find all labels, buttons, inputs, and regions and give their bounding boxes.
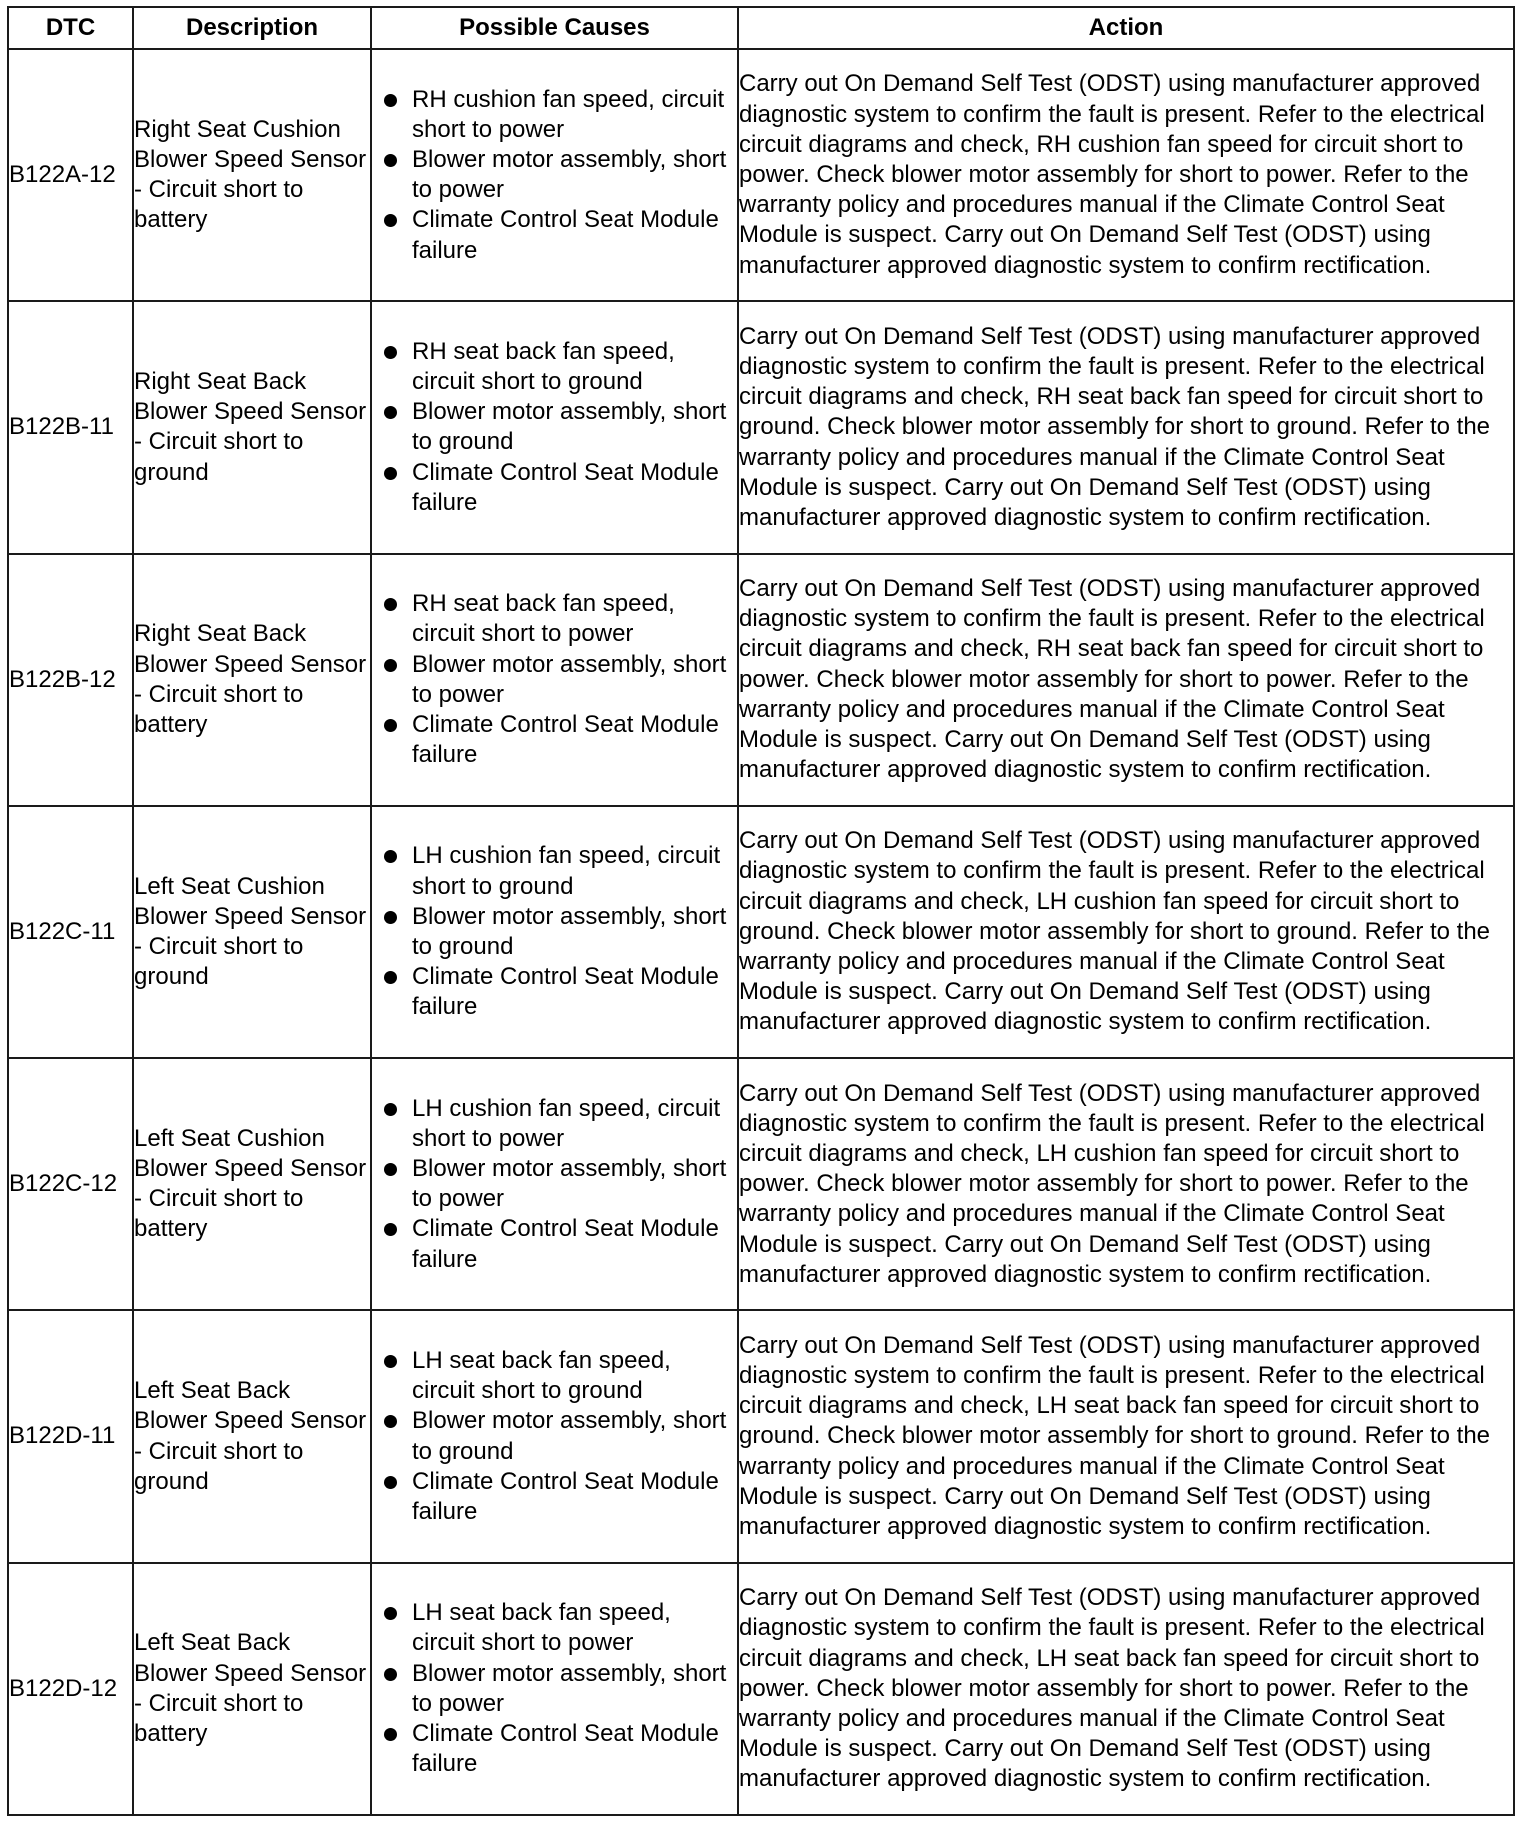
- possible-causes-cell: [371, 1058, 738, 1310]
- cause-text: Blower motor assembly, short to ground: [412, 902, 727, 960]
- bullet-icon: [384, 467, 397, 480]
- cause-item: [372, 1094, 737, 1154]
- bullet-icon: [384, 1668, 397, 1681]
- cause-text: RH cushion fan speed, circuit short to power: [412, 85, 725, 143]
- cause-item: [372, 1214, 737, 1274]
- possible-causes-list: [372, 841, 737, 1022]
- cause-text: Climate Control Seat Module failure: [412, 1467, 719, 1525]
- action-text: Carry out On Demand Self Test (ODST) using manufacturer approved diagnostic system to confirm the fault is present. Refer to the electrical circuit diagrams and check, RH cushion fan speed for circuit short to power. Check blower motor assembly for short to power. Refer to the warranty policy and procedures manual if the Climate Control Seat Module is suspect. Carry out On Demand Self Test (ODST) using manufacturer approved diagnostic system to confirm rectification.: [738, 49, 1514, 301]
- header-possible-causes: Possible Causes: [371, 7, 738, 49]
- cause-text: Blower motor assembly, short to power: [412, 1659, 727, 1717]
- dtc-code: B122D-11: [8, 1310, 133, 1562]
- cause-item: [372, 589, 737, 649]
- cause-text: Blower motor assembly, short to ground: [412, 398, 727, 456]
- bullet-icon: [384, 598, 397, 611]
- cause-item: [372, 1659, 737, 1719]
- cause-item: [372, 85, 737, 145]
- cause-text: LH seat back fan speed, circuit short to power: [412, 1599, 671, 1657]
- table-row: [8, 301, 1514, 553]
- cause-text: LH seat back fan speed, circuit short to ground: [412, 1346, 671, 1405]
- cause-item: [372, 710, 737, 770]
- possible-causes-cell: [371, 806, 738, 1058]
- cause-text: LH cushion fan speed, circuit short to power: [412, 1094, 721, 1152]
- cause-item: [372, 205, 737, 265]
- header-action: Action: [738, 7, 1514, 49]
- action-text: Carry out On Demand Self Test (ODST) using manufacturer approved diagnostic system to confirm the fault is present. Refer to the electrical circuit diagrams and check, RH seat back fan speed for circuit short to ground. Check blower motor assembly for short to ground. Refer to the warranty policy and procedures manual if the Climate Control Seat Module is suspect. Carry out On Demand Self Test (ODST) using manufacturer approved diagnostic system to confirm rectification.: [738, 301, 1514, 553]
- bullet-icon: [384, 850, 397, 863]
- dtc-description: Left Seat Back Blower Speed Sensor - Circuit short to battery: [133, 1563, 371, 1815]
- cause-item: [372, 902, 737, 962]
- dtc-code: B122A-12: [8, 49, 133, 301]
- bullet-icon: [384, 1728, 397, 1741]
- dtc-code: B122C-11: [8, 806, 133, 1058]
- possible-causes-cell: [371, 1563, 738, 1815]
- cause-text: LH cushion fan speed, circuit short to ground: [412, 842, 721, 900]
- bullet-icon: [384, 719, 397, 732]
- cause-item: [372, 962, 737, 1022]
- possible-causes-cell: [371, 49, 738, 301]
- bullet-icon: [384, 1103, 397, 1116]
- bullet-icon: [384, 911, 397, 924]
- bullet-icon: [384, 214, 397, 227]
- dtc-description: Right Seat Back Blower Speed Sensor - Circuit short to ground: [133, 301, 371, 553]
- cause-text: RH seat back fan speed, circuit short to power: [412, 590, 675, 648]
- bullet-icon: [384, 1415, 397, 1428]
- cause-text: Blower motor assembly, short to power: [412, 650, 727, 708]
- table-header-row: [8, 7, 1514, 49]
- action-text: Carry out On Demand Self Test (ODST) using manufacturer approved diagnostic system to confirm the fault is present. Refer to the electrical circuit diagrams and check, LH cushion fan speed for circuit short to power. Check blower motor assembly for short to power. Refer to the warranty policy and procedures manual if the Climate Control Seat Module is suspect. Carry out On Demand Self Test (ODST) using manufacturer approved diagnostic system to confirm rectification.: [738, 1058, 1514, 1310]
- dtc-code: B122C-12: [8, 1058, 133, 1310]
- cause-text: Climate Control Seat Module failure: [412, 458, 719, 516]
- cause-text: Climate Control Seat Module failure: [412, 1720, 719, 1778]
- cause-item: [372, 1598, 737, 1658]
- cause-item: [372, 1154, 737, 1214]
- bullet-icon: [384, 1223, 397, 1236]
- bullet-icon: [384, 659, 397, 672]
- cause-item: [372, 397, 737, 457]
- possible-causes-cell: [371, 554, 738, 806]
- bullet-icon: [384, 154, 397, 167]
- table-row: [8, 1058, 1514, 1310]
- dtc-code: B122D-12: [8, 1563, 133, 1815]
- action-text: Carry out On Demand Self Test (ODST) using manufacturer approved diagnostic system to confirm the fault is present. Refer to the electrical circuit diagrams and check, LH seat back fan speed for circuit short to power. Check blower motor assembly for short to power. Refer to the warranty policy and procedures manual if the Climate Control Seat Module is suspect. Carry out On Demand Self Test (ODST) using manufacturer approved diagnostic system to confirm rectification.: [738, 1563, 1514, 1815]
- cause-item: [372, 337, 737, 397]
- bullet-icon: [384, 346, 397, 359]
- possible-causes-cell: [371, 1310, 738, 1562]
- table-row: [8, 1310, 1514, 1562]
- table-row: [8, 806, 1514, 1058]
- dtc-description: Right Seat Cushion Blower Speed Sensor - Circuit short to battery: [133, 49, 371, 301]
- possible-causes-list: [372, 589, 737, 770]
- cause-item: [372, 841, 737, 901]
- bullet-icon: [384, 971, 397, 984]
- possible-causes-list: [372, 1094, 737, 1275]
- table-row: [8, 49, 1514, 301]
- header-description: Description: [133, 7, 371, 49]
- bullet-icon: [384, 94, 397, 107]
- possible-causes-list: [372, 85, 737, 266]
- cause-text: Climate Control Seat Module failure: [412, 710, 719, 769]
- action-text: Carry out On Demand Self Test (ODST) using manufacturer approved diagnostic system to confirm the fault is present. Refer to the electrical circuit diagrams and check, LH seat back fan speed for circuit short to ground. Check blower motor assembly for short to ground. Refer to the warranty policy and procedures manual if the Climate Control Seat Module is suspect. Carry out On Demand Self Test (ODST) using manufacturer approved diagnostic system to confirm rectification.: [738, 1310, 1514, 1562]
- bullet-icon: [384, 1476, 397, 1489]
- cause-item: [372, 1346, 737, 1406]
- bullet-icon: [384, 1163, 397, 1176]
- dtc-table: [7, 6, 1515, 1816]
- action-text: Carry out On Demand Self Test (ODST) using manufacturer approved diagnostic system to confirm the fault is present. Refer to the electrical circuit diagrams and check, LH cushion fan speed for circuit short to ground. Check blower motor assembly for short to ground. Refer to the warranty policy and procedures manual if the Climate Control Seat Module is suspect. Carry out On Demand Self Test (ODST) using manufacturer approved diagnostic system to confirm rectification.: [738, 806, 1514, 1058]
- cause-item: [372, 145, 737, 205]
- cause-item: [372, 650, 737, 710]
- cause-text: Blower motor assembly, short to power: [412, 1155, 727, 1213]
- possible-causes-list: [372, 1598, 737, 1779]
- dtc-description: Left Seat Cushion Blower Speed Sensor - Circuit short to battery: [133, 1058, 371, 1310]
- table-body: [8, 49, 1514, 1815]
- dtc-code: B122B-11: [8, 301, 133, 553]
- cause-text: Blower motor assembly, short to power: [412, 145, 727, 204]
- bullet-icon: [384, 1355, 397, 1368]
- dtc-description: Left Seat Cushion Blower Speed Sensor - Circuit short to ground: [133, 806, 371, 1058]
- possible-causes-list: [372, 1346, 737, 1527]
- cause-text: Blower motor assembly, short to ground: [412, 1407, 727, 1465]
- possible-causes-list: [372, 337, 737, 518]
- cause-text: RH seat back fan speed, circuit short to ground: [412, 337, 675, 396]
- dtc-description: Right Seat Back Blower Speed Sensor - Circuit short to battery: [133, 554, 371, 806]
- action-text: Carry out On Demand Self Test (ODST) using manufacturer approved diagnostic system to confirm the fault is present. Refer to the electrical circuit diagrams and check, RH seat back fan speed for circuit short to power. Check blower motor assembly for short to power. Refer to the warranty policy and procedures manual if the Climate Control Seat Module is suspect. Carry out On Demand Self Test (ODST) using manufacturer approved diagnostic system to confirm rectification.: [738, 554, 1514, 806]
- header-dtc: DTC: [8, 7, 133, 49]
- cause-item: [372, 458, 737, 518]
- cause-text: Climate Control Seat Module failure: [412, 206, 719, 264]
- bullet-icon: [384, 1607, 397, 1620]
- cause-item: [372, 1406, 737, 1466]
- table-row: [8, 554, 1514, 806]
- cause-text: Climate Control Seat Module failure: [412, 1215, 719, 1273]
- dtc-code: B122B-12: [8, 554, 133, 806]
- cause-item: [372, 1719, 737, 1779]
- dtc-description: Left Seat Back Blower Speed Sensor - Circuit short to ground: [133, 1310, 371, 1562]
- table-row: [8, 1563, 1514, 1815]
- possible-causes-cell: [371, 301, 738, 553]
- bullet-icon: [384, 406, 397, 419]
- cause-item: [372, 1467, 737, 1527]
- cause-text: Climate Control Seat Module failure: [412, 963, 719, 1021]
